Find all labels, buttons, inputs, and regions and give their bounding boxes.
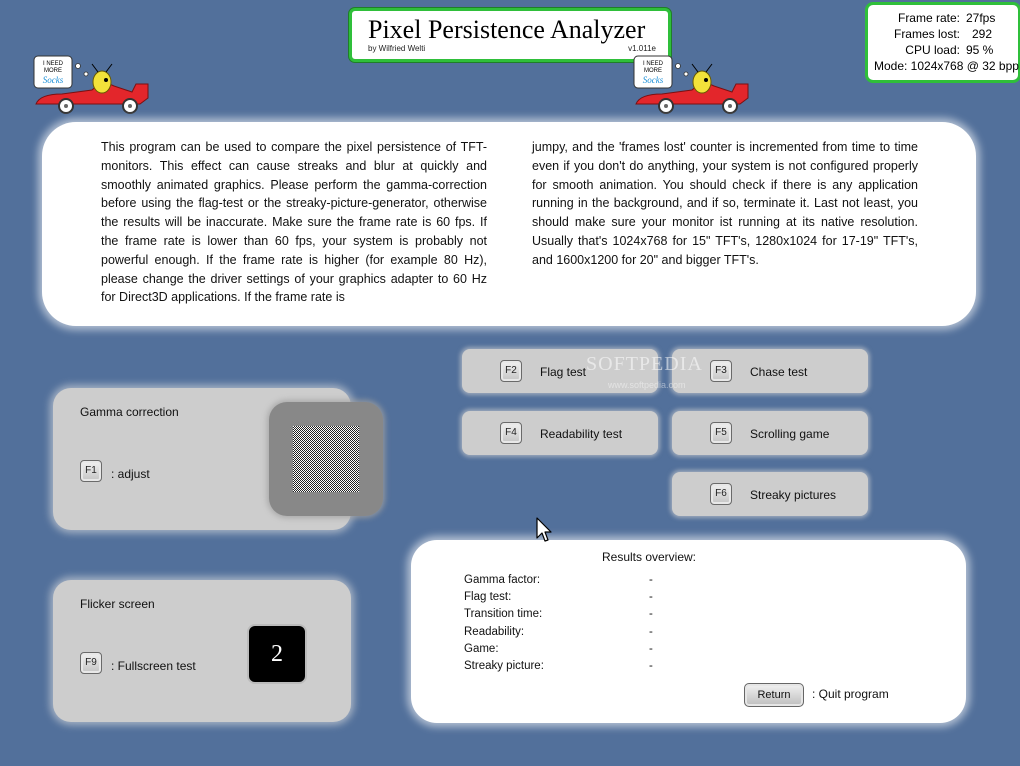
app-version: v1.011e [628, 44, 656, 53]
mascot-sign-line1: I NEED [42, 61, 64, 67]
f2-key-icon: F2 [500, 360, 522, 382]
flicker-panel [53, 580, 351, 722]
stat-cpu-load [868, 43, 1018, 59]
mouse-cursor-icon [536, 517, 552, 543]
gamma-panel [53, 388, 351, 530]
gamma-dither-pattern [293, 426, 359, 492]
result-label-flag: Flag test: [464, 591, 512, 603]
stat-frames-lost [868, 27, 1018, 43]
watermark-brand: SOFTPEDIA [586, 353, 703, 375]
stat-frame-rate [868, 11, 1018, 27]
gamma-adjust-label: : adjust [111, 467, 150, 481]
mascot-car-icon [32, 54, 150, 116]
results-panel [411, 540, 966, 723]
scrolling-game-label: Scrolling game [750, 427, 830, 441]
title-box [349, 8, 671, 62]
stat-cpu-load-label: CPU load: [905, 43, 960, 57]
f6-key-icon: F6 [710, 483, 732, 505]
mascot-sign-line2: MORE [644, 68, 662, 74]
gamma-swatch [269, 402, 383, 516]
streaky-pictures-label: Streaky pictures [750, 488, 837, 502]
intro-text-column-2: jumpy, and the 'frames lost' counter is incremented from time to time even if you don't do anything, your system is not configured properly for smooth animation. You should check if there is any application running in the background, and if so, terminate it. Last not least, you should make sure your monitor ist running at its native resolution. Usually that's 1024x768 for 15" TFT's, 1280x1024 for 17-19" TFT's, and 1600x1200 for 20" and bigger TFT's. [532, 140, 918, 267]
f5-key-icon: F5 [710, 422, 732, 444]
intro-text-column-1: This program can be used to compare the pixel persistence of TFT-monitors. This effect can cause streaks and blur at quickly and smoothly animated graphics. Please perform the gamma-correction before using the flag-test or the streaky-picture-generator, otherwise the results will be inaccurate. Make sure the frame rate is 60 fps. If the frame rate is lower than 60 fps, your system is probably not powerful enough. If the frame rate is higher (for example 80 Hz), please change the driver settings of your graphics adapter to 60 Hz for Direct3D applications. If the frame rate is [101, 140, 487, 305]
stat-mode: Mode: 1024x768 @ 32 bpp [874, 59, 1019, 73]
results-title: Results overview: [601, 550, 697, 564]
result-value-streaky: - [649, 660, 653, 672]
f9-key-button[interactable]: F9 [80, 652, 102, 674]
result-value-transition: - [649, 608, 653, 620]
scrolling-game-button[interactable] [672, 411, 868, 455]
mascot-sign-line1: I NEED [642, 61, 664, 67]
f4-key-icon: F4 [500, 422, 522, 444]
result-label-transition: Transition time: [464, 608, 543, 620]
readability-test-label: Readability test [540, 427, 623, 441]
streaky-pictures-button[interactable] [672, 472, 868, 516]
quit-program-label: : Quit program [812, 687, 889, 701]
stat-frame-rate-label: Frame rate: [897, 11, 960, 25]
stat-frame-rate-value: 27fps [966, 11, 996, 25]
fullscreen-test-label: : Fullscreen test [111, 659, 196, 673]
result-value-game: - [649, 643, 653, 655]
app-author: by Wilfried Welti [368, 44, 426, 53]
stat-frames-lost-label: Frames lost: [893, 27, 960, 41]
flicker-title: Flicker screen [80, 597, 155, 611]
result-value-flag: - [649, 591, 653, 603]
mascot-sign-line3: Socks [642, 75, 664, 85]
result-value-gamma: - [649, 574, 653, 586]
result-label-game: Game: [464, 643, 499, 655]
stats-box [865, 2, 1020, 83]
stat-frames-lost-value: 292 [972, 27, 993, 41]
flicker-counter: 2 [247, 624, 307, 684]
watermark-url: www.softpedia.com [608, 380, 686, 390]
app-title: Pixel Persistence Analyzer [368, 15, 646, 44]
result-value-readability: - [649, 626, 653, 638]
mascot-car-icon-right [632, 54, 750, 116]
intro-panel [42, 122, 976, 326]
chase-test-label: Chase test [750, 365, 808, 379]
stat-cpu-load-value: 95 % [966, 43, 994, 57]
return-button[interactable]: Return [744, 683, 804, 707]
f1-key-button[interactable]: F1 [80, 460, 102, 482]
result-label-readability: Readability: [464, 626, 525, 638]
readability-test-button[interactable] [462, 411, 658, 455]
mascot-sign-line3: Socks [42, 75, 64, 85]
result-label-gamma: Gamma factor: [464, 574, 541, 586]
flag-test-label: Flag test [540, 365, 587, 379]
f3-key-icon: F3 [710, 360, 732, 382]
gamma-title: Gamma correction [80, 405, 179, 419]
result-label-streaky: Streaky picture: [464, 660, 544, 672]
mascot-sign-line2: MORE [44, 68, 62, 74]
